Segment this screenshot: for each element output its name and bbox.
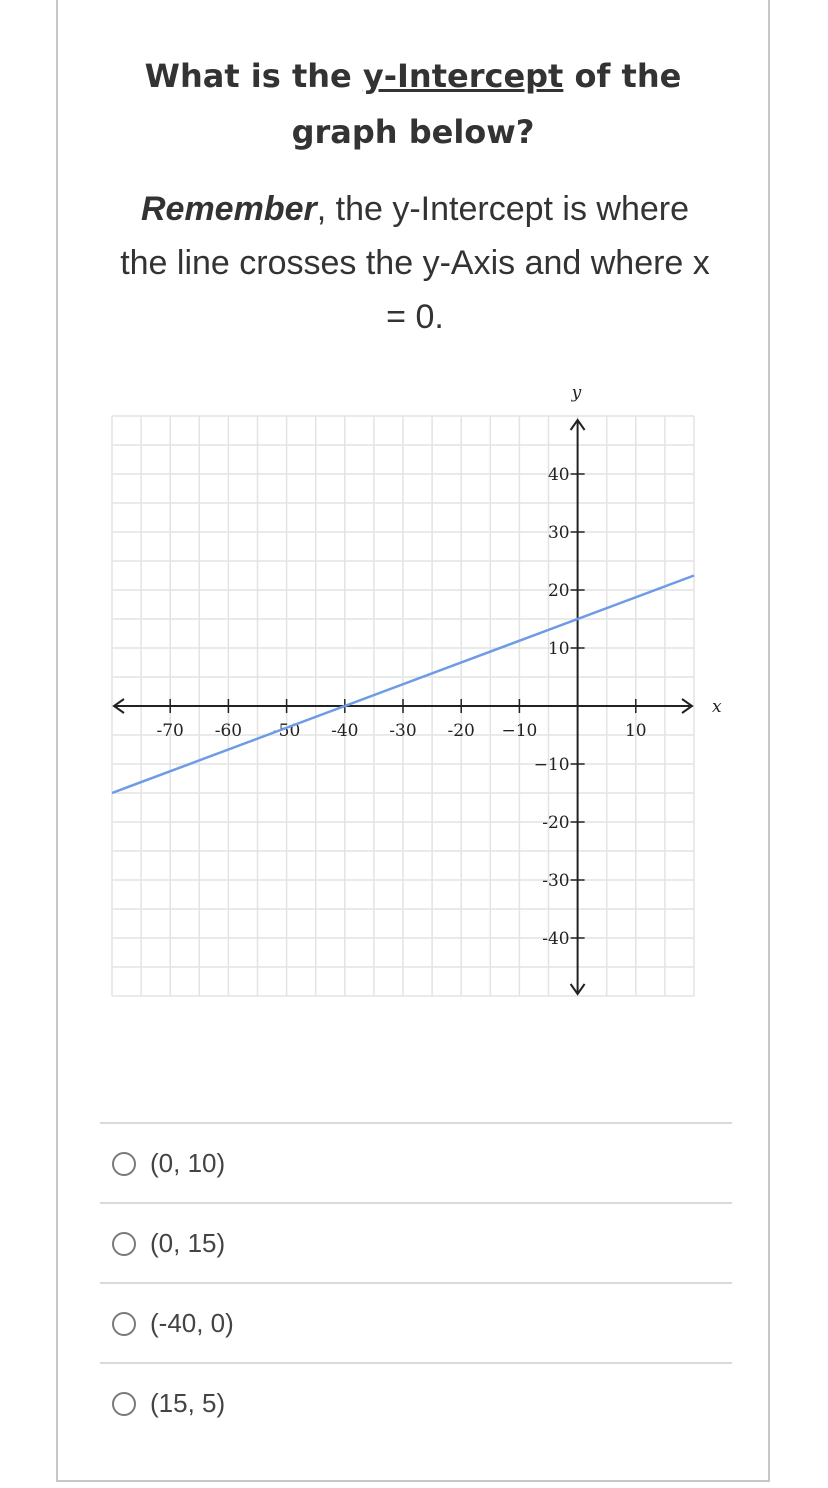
reminder-line-1	[94, 182, 736, 236]
radio-button[interactable]	[112, 1232, 136, 1256]
question-term: y-Intercept	[362, 57, 564, 95]
question-prefix: What is the	[144, 57, 352, 95]
y-tick-label: 10	[547, 639, 570, 659]
radio-button[interactable]	[112, 1312, 136, 1336]
reminder-text	[94, 182, 736, 344]
answer-option-label: (0, 10)	[150, 1148, 226, 1178]
y-tick-label: 20	[547, 581, 570, 601]
answer-option-label: (0, 15)	[150, 1228, 226, 1258]
answer-option[interactable]	[100, 1122, 732, 1202]
y-tick-label: 30	[547, 523, 570, 543]
reminder-line-2: the line crosses the y-Axis and where x	[120, 244, 710, 282]
answer-option-label: (-40, 0)	[150, 1308, 234, 1338]
y-tick-label: 40	[547, 465, 570, 485]
x-tick-label: -30	[389, 721, 417, 741]
answer-option[interactable]	[100, 1282, 732, 1362]
x-tick-label: -50	[272, 721, 301, 741]
x-tick-label: -20	[447, 721, 475, 741]
y-tick-label: -30	[542, 871, 570, 891]
x-tick-label: -60	[214, 721, 243, 741]
graph	[102, 372, 762, 1002]
y-tick-label: -20	[542, 813, 570, 833]
x-tick-label: -70	[156, 721, 184, 741]
question-text	[58, 48, 768, 160]
question-suffix: of the	[574, 57, 682, 95]
graph-svg	[102, 372, 762, 1002]
reminder-line-3: = 0.	[386, 298, 444, 336]
reminder-bold: Remember	[140, 190, 317, 228]
radio-button[interactable]	[112, 1392, 136, 1416]
reminder-line1-rest: , the y-Intercept is where	[316, 190, 690, 228]
x-tick-label: −10	[501, 721, 538, 741]
answer-options	[100, 1122, 732, 1442]
x-axis-label: x	[712, 697, 722, 717]
answer-option[interactable]	[100, 1362, 732, 1442]
y-tick-label: −10	[533, 755, 570, 775]
answer-option[interactable]	[100, 1202, 732, 1282]
question-card	[56, 0, 770, 1482]
question-line-1	[58, 48, 768, 104]
answer-option-label: (15, 5)	[150, 1388, 226, 1418]
y-axis-label: y	[571, 383, 582, 403]
y-tick-label: -40	[542, 929, 570, 949]
question-line-2: graph below?	[291, 113, 535, 151]
x-tick-label: 10	[624, 721, 647, 741]
x-tick-label: -40	[331, 721, 359, 741]
radio-button[interactable]	[112, 1152, 136, 1176]
